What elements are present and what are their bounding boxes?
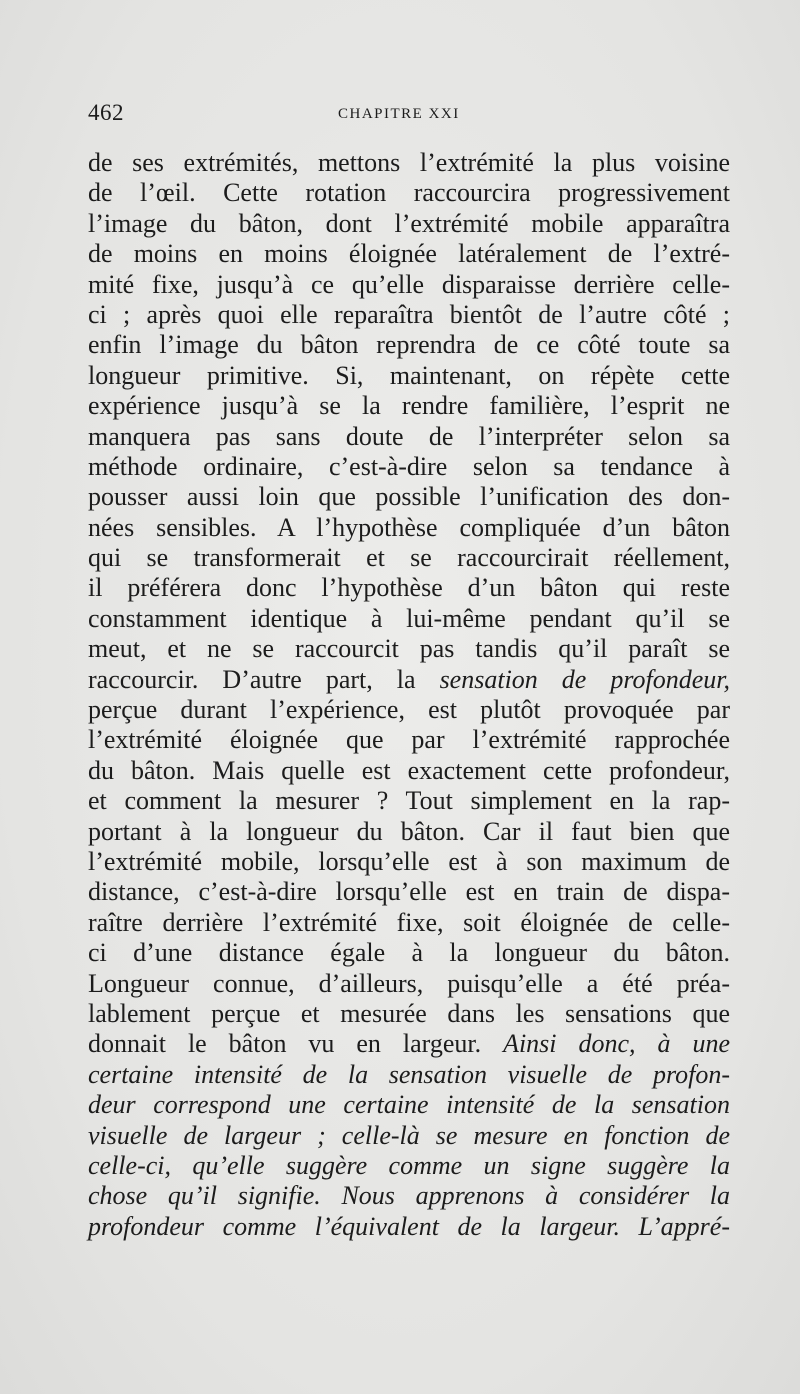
chapter-title: CHAPITRE XXI: [338, 106, 460, 122]
text-segment: enfin l’image du bâton reprendra de ce côté toute sa: [88, 330, 730, 360]
text-line: [88, 330, 730, 360]
text-segment: ci d’une distance égale à la longueur du bâton.: [88, 938, 730, 968]
text-segment: donnait le bâton vu en largeur.: [88, 1029, 504, 1059]
text-line: [88, 482, 730, 512]
text-segment: Longueur connue, d’ailleurs, puisqu’elle a été préa-: [88, 968, 730, 998]
text-line: [88, 969, 730, 999]
text-line: [88, 1121, 730, 1151]
text-segment: raître derrière l’extrémité fixe, soit éloignée de celle-: [88, 907, 730, 937]
text-line: [88, 604, 730, 634]
running-head: [88, 100, 728, 130]
text-line: [88, 695, 730, 725]
text-line: [88, 148, 730, 178]
text-line: [88, 361, 730, 391]
text-line: [88, 999, 730, 1029]
text-segment: qui se transformerait et se raccourcirait réellement,: [88, 543, 730, 573]
italic-text-segment: chose qu’il signifie.: [88, 1181, 321, 1211]
text-segment: de moins en moins éloignée latéralement de l’extré-: [88, 239, 730, 269]
text-line: [88, 1029, 730, 1059]
text-segment: portant à la longueur du bâton. Car il faut bien que: [88, 816, 730, 846]
text-line: [88, 543, 730, 573]
text-segment: de l’œil. Cette rotation raccourcira progressivement: [88, 178, 730, 208]
text-line: [88, 817, 730, 847]
page-number: 462: [88, 100, 124, 125]
text-segment: l’extrémité mobile, lorsqu’elle est à son maximum de: [88, 846, 730, 876]
text-segment: pousser aussi loin que possible l’unification des don-: [88, 482, 730, 512]
italic-text-segment: celle-ci, qu’elle suggère comme un signe suggère la: [88, 1150, 730, 1180]
text-line: [88, 1151, 730, 1181]
text-segment: et comment la mesurer ? Tout simplement en la rap-: [88, 786, 730, 816]
text-line: [88, 209, 730, 239]
text-segment: l’extrémité éloignée que par l’extrémité rapprochée: [88, 725, 730, 755]
text-segment: ci ; après quoi elle reparaîtra bientôt de l’autre côté ;: [88, 299, 730, 329]
text-line: [88, 573, 730, 603]
italic-text-segment: Ainsi donc, à une: [503, 1029, 730, 1059]
text-line: [88, 665, 730, 695]
italic-text-segment: Nous apprenons à considérer la: [320, 1181, 730, 1211]
text-segment: constamment identique à lui-même pendant qu’il se: [88, 603, 730, 633]
text-line: [88, 1181, 730, 1211]
text-line: [88, 877, 730, 907]
text-line: [88, 786, 730, 816]
body-text: [88, 148, 730, 1242]
text-line: [88, 270, 730, 300]
text-segment: meut, et ne se raccourcit pas tandis qu’il paraît se: [88, 634, 730, 664]
text-line: [88, 1090, 730, 1120]
italic-text-segment: certaine intensité de la sensation visuelle de profon-: [88, 1059, 730, 1089]
text-line: [88, 178, 730, 208]
text-segment: lablement perçue et mesurée dans les sensations que: [88, 998, 730, 1028]
text-segment: méthode ordinaire, c’est-à-dire selon sa tendance à: [88, 451, 730, 481]
text-line: [88, 391, 730, 421]
text-line: [88, 1212, 730, 1242]
text-line: [88, 725, 730, 755]
italic-text-segment: deur correspond une certaine intensité de la sensation: [88, 1090, 730, 1120]
text-segment: perçue durant l’expérience, est plutôt provoquée par: [88, 695, 730, 725]
text-line: [88, 908, 730, 938]
text-segment: mité fixe, jusqu’à ce qu’elle disparaisse derrière celle-: [88, 269, 730, 299]
text-segment: il préférera donc l’hypothèse d’un bâton qui reste: [88, 573, 730, 603]
italic-text-segment: sensation de profondeur,: [439, 664, 731, 694]
text-line: [88, 513, 730, 543]
text-segment: du bâton. Mais quelle est exactement cette profondeur,: [88, 755, 730, 785]
text-segment: raccourcir. D’autre part, la: [88, 664, 440, 694]
text-segment: manquera pas sans doute de l’interpréter selon sa: [88, 421, 730, 451]
italic-text-segment: profondeur comme l’équivalent de la largeur. L’appré-: [88, 1211, 730, 1241]
text-segment: l’image du bâton, dont l’extrémité mobile apparaîtra: [88, 208, 730, 238]
text-line: [88, 938, 730, 968]
text-line: [88, 452, 730, 482]
text-line: [88, 422, 730, 452]
text-line: [88, 847, 730, 877]
text-line: [88, 300, 730, 330]
italic-text-segment: visuelle de largeur ; celle-là se mesure en fonction de: [88, 1120, 730, 1150]
text-segment: longueur primitive. Si, maintenant, on répète cette: [88, 360, 730, 390]
text-line: [88, 634, 730, 664]
text-line: [88, 239, 730, 269]
text-line: [88, 756, 730, 786]
text-segment: nées sensibles. A l’hypothèse compliquée d’un bâton: [88, 512, 730, 542]
text-segment: de ses extrémités, mettons l’extrémité la plus voisine: [88, 148, 730, 177]
text-line: [88, 1060, 730, 1090]
text-segment: distance, c’est-à-dire lorsqu’elle est en train de dispa-: [88, 877, 730, 907]
text-segment: expérience jusqu’à se la rendre familière, l’esprit ne: [88, 391, 730, 421]
